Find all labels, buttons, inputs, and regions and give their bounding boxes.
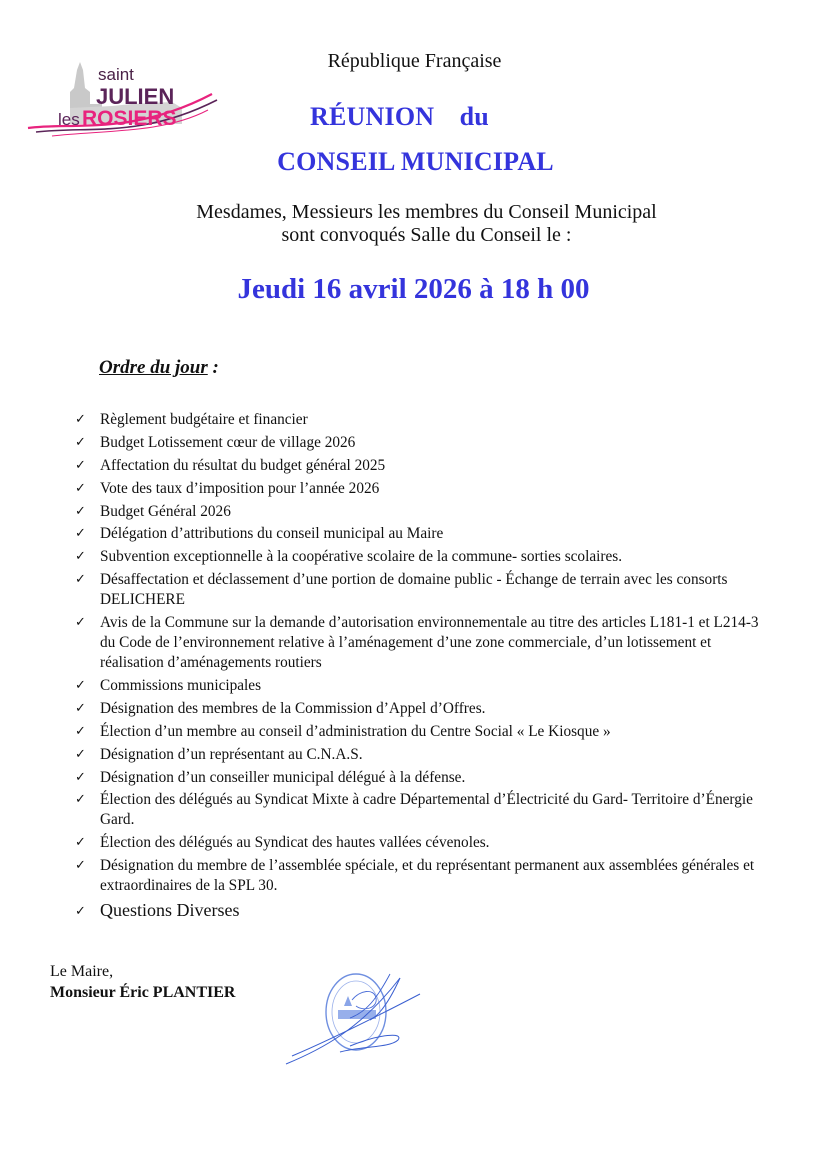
check-icon: ✓ (75, 700, 86, 716)
agenda-heading-suffix: : (207, 357, 219, 378)
check-icon: ✓ (75, 412, 86, 427)
check-icon: ✓ (75, 678, 86, 694)
agenda-item (75, 433, 775, 453)
agenda-item (75, 524, 775, 544)
check-icon: ✓ (75, 572, 86, 588)
mayor-role: Le Maire, (50, 963, 114, 980)
convocation-line1: Mesdames, Messieurs les membres du Conseil Municipal (196, 201, 657, 223)
agenda-item-text: Budget Lotissement cœur de village 2026 (100, 433, 356, 451)
logo-text-julien: JULIEN (96, 84, 175, 109)
agenda-item (75, 722, 775, 742)
agenda-item-text: Désignation du membre de l’assemblée spéciale, et du représentant permanent aux assemblées générales et extraordinaires de la SPL 30. (100, 857, 755, 895)
agenda-item-text: Affectation du résultat du budget général 2025 (100, 456, 386, 474)
check-icon: ✓ (75, 503, 86, 519)
agenda-item-text: Avis de la Commune sur la demande d’autorisation environnementale au titre des articles L181-1 et L214-3 du Code de l’environnement relative à l’aménagement d’une zone commerciale, d’un lotissement et réalisation d’aménagements routiers (100, 614, 759, 672)
check-icon: ✓ (75, 835, 86, 851)
agenda-item (75, 856, 775, 896)
agenda-item (75, 502, 775, 522)
agenda-item-text: Budget Général 2026 (100, 502, 231, 520)
agenda-heading (99, 357, 219, 379)
agenda-item (75, 899, 775, 921)
check-icon: ✓ (75, 746, 86, 762)
meeting-date-time: Jeudi 16 avril 2026 à 18 h 00 (237, 273, 590, 305)
agenda-item-text: Subvention exceptionnelle à la coopérative scolaire de la commune- sorties scolaires. (100, 548, 623, 566)
agenda-item-text: Désignation d’un représentant au C.N.A.S. (100, 745, 363, 763)
convocation-line2: sont convoqués Salle du Conseil le : (281, 224, 572, 246)
check-icon: ✓ (75, 792, 86, 808)
agenda-item-text: Vote des taux d’imposition pour l’année 2026 (100, 479, 380, 497)
agenda-item-text: Questions Diverses (100, 900, 240, 921)
convocation-text (13, 201, 827, 247)
official-stamp-signature-icon (280, 960, 430, 1070)
agenda-item-text: Élection des délégués au Syndicat Mixte à cadre Départemental d’Électricité du Gard- Territoire d’Énergie Gard. (100, 791, 753, 829)
agenda-list (75, 410, 775, 924)
agenda-item (75, 699, 775, 719)
mayor-name: Monsieur Éric PLANTIER (50, 984, 236, 1001)
check-icon: ✓ (75, 904, 86, 920)
agenda-item (75, 570, 775, 610)
agenda-item (75, 676, 775, 696)
republique-francaise-heading (0, 50, 827, 73)
check-icon: ✓ (75, 723, 86, 739)
check-icon: ✓ (75, 615, 86, 631)
check-icon: ✓ (75, 549, 86, 565)
agenda-item (75, 410, 775, 430)
agenda-item-text: Commissions municipales (100, 677, 262, 695)
agenda-item-text: Désignation d’un conseiller municipal délégué à la défense. (100, 768, 466, 786)
logo-text-les: les (58, 110, 80, 129)
check-icon: ✓ (75, 480, 86, 496)
agenda-item-text: Élection des délégués au Syndicat des hautes vallées cévenoles. (100, 834, 490, 852)
agenda-item (75, 745, 775, 765)
signature-block (50, 961, 235, 1003)
agenda-item (75, 456, 775, 476)
check-icon: ✓ (75, 769, 86, 785)
agenda-item (75, 613, 775, 673)
meeting-title-line2: CONSEIL MUNICIPAL (277, 147, 554, 176)
agenda-item (75, 790, 775, 830)
logo-text-rosiers: ROSIERS (82, 107, 177, 130)
agenda-item-text: Règlement budgétaire et financier (100, 411, 308, 428)
check-icon: ✓ (75, 434, 86, 450)
check-icon: ✓ (75, 858, 86, 874)
agenda-item-text: Élection d’un membre au conseil d’administration du Centre Social « Le Kiosque » (100, 722, 611, 740)
agenda-item (75, 768, 775, 788)
agenda-item-text: Désignation des membres de la Commission d’Appel d’Offres. (100, 699, 486, 717)
logo-text-saint: saint (98, 65, 134, 84)
check-icon: ✓ (75, 457, 86, 473)
agenda-item (75, 479, 775, 499)
check-icon: ✓ (75, 526, 86, 542)
meeting-title-line1: RÉUNION du (310, 102, 489, 131)
agenda-item (75, 833, 775, 853)
agenda-item-text: Délégation d’attributions du conseil municipal au Maire (100, 525, 444, 543)
republique-text: République Française (327, 50, 502, 72)
agenda-item (75, 547, 775, 567)
agenda-heading-label: Ordre du jour (99, 357, 208, 378)
agenda-item-text: Désaffectation et déclassement d’une portion de domaine public - Échange de terrain avec les consorts DELICHERE (100, 571, 728, 609)
